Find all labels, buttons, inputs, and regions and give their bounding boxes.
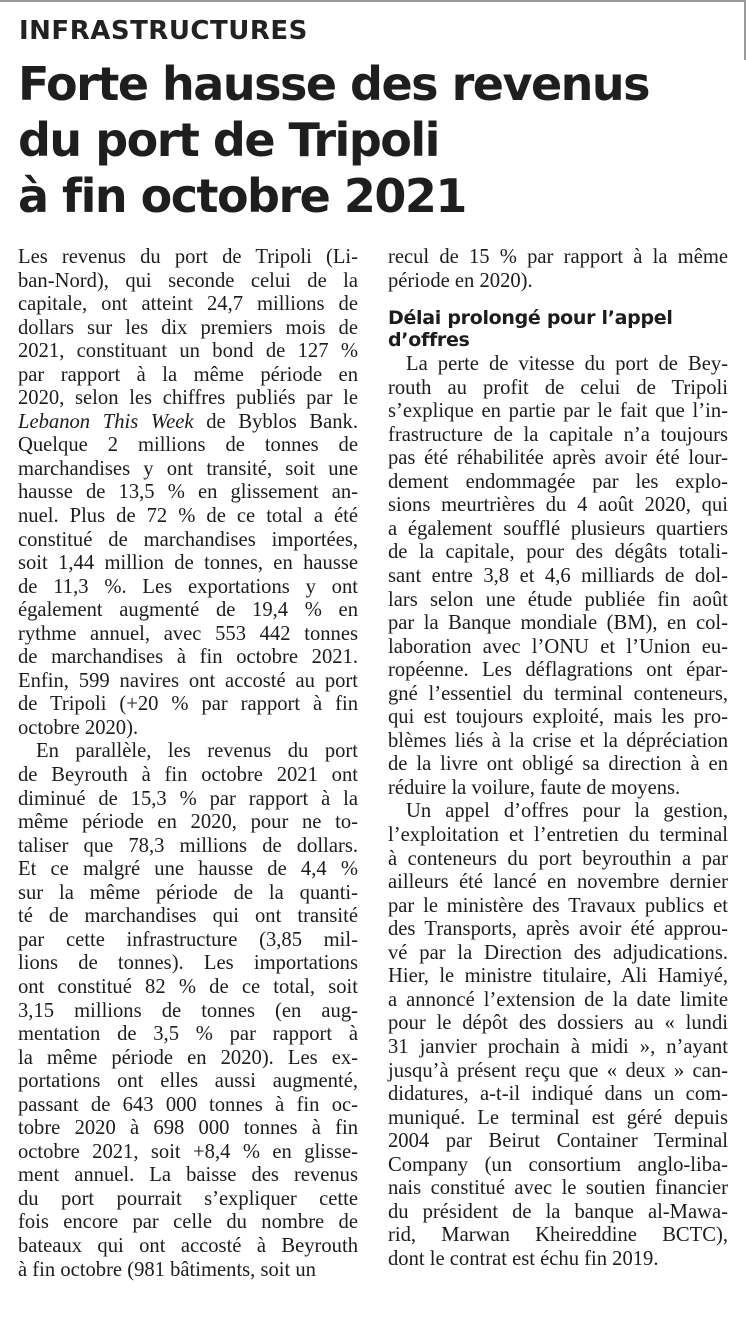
body-line: ban-Nord), qui seconde celui de la — [18, 269, 358, 292]
body-line: ailleurs été lancé en novembre dernier — [388, 871, 728, 894]
body-line: rythme annuel, avec 553 442 tonnes — [18, 622, 358, 645]
body-line: s’explique en partie par le fait que l’in- — [388, 400, 728, 423]
headline-line: à fin octobre 2021 — [18, 169, 466, 223]
subhead-line: d’offres — [388, 329, 470, 352]
headline-line: du port de Tripoli — [18, 113, 439, 167]
body-line: qui est toujours exploité, mais les pro- — [388, 706, 728, 729]
body-line: l’exploitation et l’entretien du terminal — [388, 824, 728, 847]
body-line: de la capitale, pour des dégâts totali- — [388, 541, 728, 564]
body-line: passant de 643 000 tonnes à fin oc- — [18, 1093, 358, 1116]
body-line: octobre 2021, soit +8,4 % en glisse- — [18, 1140, 358, 1163]
body-line: routh au profit de celui de Tripoli — [388, 376, 728, 399]
body-line: de marchandises à fin octobre 2021. — [18, 646, 358, 669]
publication-title: Lebanon This Week — [18, 410, 194, 433]
body-line: recul de 15 % par rapport à la même — [388, 246, 728, 268]
body-line: marchandises y ont transité, soit une — [18, 457, 358, 480]
body-line: par rapport à la même période en — [18, 363, 358, 386]
body-line: du président de la banque al-Mawa- — [388, 1200, 728, 1223]
body-line: muniqué. Le terminal est géré depuis — [388, 1106, 728, 1129]
section-kicker: INFRASTRUCTURES — [19, 16, 308, 46]
body-line: laboration avec l’ONU et l’Union eu- — [388, 635, 728, 658]
body-line: réduire la voilure, faute de moyens. — [388, 776, 681, 799]
body-line: par cette infrastructure (3,85 mil- — [18, 928, 358, 951]
section-subhead — [388, 307, 728, 351]
body-line: période en 2020). — [388, 269, 533, 292]
body-line: Les revenus du port de Tripoli (Li- — [18, 246, 358, 268]
headline-line: Forte hausse des revenus — [18, 57, 650, 111]
body-line: soit 1,44 million de tonnes, en hausse — [18, 552, 358, 575]
body-line: Company (un consortium anglo-liba- — [388, 1153, 728, 1176]
body-line: octobre 2020). — [18, 716, 139, 739]
body-line: Hier, le ministre titulaire, Ali Hamiyé, — [388, 965, 728, 988]
right-column-body — [388, 353, 728, 1271]
body-line: ont constitué 82 % de ce total, soit — [18, 975, 358, 998]
body-line: En parallèle, les revenus du port — [36, 740, 358, 763]
body-line: 2004 par Beirut Container Terminal — [388, 1130, 728, 1153]
body-line: té de marchandises qui ont transité — [18, 905, 358, 928]
body-line: par la Banque mondiale (BM), en col- — [388, 612, 728, 635]
body-line: de Beyrouth à fin octobre 2021 ont — [18, 764, 358, 787]
body-line: pour le dépôt des dossiers au « lundi — [388, 1012, 728, 1035]
body-line: Enfin, 599 navires ont accosté au port — [18, 669, 358, 692]
body-line: de Tripoli (+20 % par rapport à fin — [18, 693, 358, 716]
body-line: ment annuel. La baisse des revenus — [18, 1164, 358, 1187]
body-line: à fin octobre (981 bâtiments, soit un — [18, 1258, 316, 1281]
body-line: vé par la Direction des adjudications. — [388, 941, 728, 964]
left-column — [18, 246, 358, 1282]
body-line: blèmes liés à la crise et la dépréciation — [388, 729, 728, 752]
body-line: même période en 2020, pour ne to- — [18, 811, 358, 834]
body-line: fois encore par celle du nombre de — [18, 1211, 358, 1234]
body-line: lions de tonnes). Les importations — [18, 952, 358, 975]
body-line: sant entre 3,8 et 4,6 milliards de dol- — [388, 565, 728, 588]
body-line: dollars sur les dix premiers mois de — [18, 316, 358, 339]
body-line: Lebanon This Week de Byblos Bank. — [18, 410, 358, 433]
body-line: didatures, a-t-il indiqué dans un com- — [388, 1083, 728, 1106]
body-line: rid, Marwan Kheireddine BCTC), — [388, 1224, 728, 1247]
body-line: des Transports, après avoir été approu- — [388, 918, 728, 941]
body-line: Un appel d’offres pour la gestion, — [406, 800, 728, 823]
top-rule — [0, 0, 746, 2]
body-line: taliser que 78,3 millions de dollars. — [18, 834, 358, 857]
body-line: frastructure de la capitale n’a toujours — [388, 423, 728, 446]
body-line: Et ce malgré une hausse de 4,4 % — [18, 858, 358, 881]
body-line: 31 janvier prochain à midi », n’ayant — [388, 1035, 728, 1058]
body-line: a également soufflé plusieurs quartiers — [388, 517, 728, 540]
body-line: capitale, ont atteint 24,7 millions de — [18, 293, 358, 316]
body-line: tobre 2020 à 698 000 tonnes à fin — [18, 1117, 358, 1140]
body-line: La perte de vitesse du port de Bey- — [406, 353, 728, 376]
body-line: hausse de 13,5 % en glissement an- — [18, 481, 358, 504]
body-line: 3,15 millions de tonnes (en aug- — [18, 999, 358, 1022]
body-line: bateaux qui ont accosté à Beyrouth — [18, 1234, 358, 1257]
subhead-line: Délai prolongé pour l’appel — [388, 307, 673, 330]
body-line: de la livre ont obligé sa direction à en — [388, 753, 728, 776]
body-line: 2020, selon les chiffres publiés par le — [18, 387, 358, 410]
body-line: sur la même période de la quanti- — [18, 881, 358, 904]
body-line: dont le contrat est échu fin 2019. — [388, 1247, 659, 1270]
body-line: nais constitué avec le soutien financier — [388, 1177, 728, 1200]
body-line: portations ont elles aussi augmenté, — [18, 1070, 358, 1093]
body-line: lars selon une étude publiée fin août — [388, 588, 728, 611]
body-line: diminué de 15,3 % par rapport à la — [18, 787, 358, 810]
body-line: gné l’essentiel du terminal conteneurs, — [388, 682, 728, 705]
body-line: du port pourrait s’expliquer cette — [18, 1187, 358, 1210]
body-line: 2021, constituant un bond de 127 % — [18, 340, 358, 363]
body-line: dement endommagée par les explo- — [388, 470, 728, 493]
body-line: de 11,3 %. Les exportations y ont — [18, 575, 358, 598]
body-line: sions meurtrières du 4 août 2020, qui — [388, 494, 728, 517]
article-headline — [18, 56, 728, 224]
body-line: la même période en 2020). Les ex- — [18, 1046, 358, 1069]
body-line: nuel. Plus de 72 % de ce total a été — [18, 505, 358, 528]
body-line: a annoncé l’extension de la date limite — [388, 988, 728, 1011]
body-line: à conteneurs du port beyrouthin a par — [388, 847, 728, 870]
body-line: mentation de 3,5 % par rapport à — [18, 1023, 358, 1046]
right-column — [388, 246, 728, 1271]
body-line: jusqu’à présent reçu que « deux » can- — [388, 1059, 728, 1082]
body-line: par le ministère des Travaux publics et — [388, 894, 728, 917]
body-line: pas été réhabilitée après avoir été lour- — [388, 447, 728, 470]
body-line: ropéenne. Les déflagrations ont épar- — [388, 659, 728, 682]
body-line: constitué de marchandises importées, — [18, 528, 358, 551]
body-line: également augmenté de 19,4 % en — [18, 599, 358, 622]
body-line: Quelque 2 millions de tonnes de — [18, 434, 358, 457]
